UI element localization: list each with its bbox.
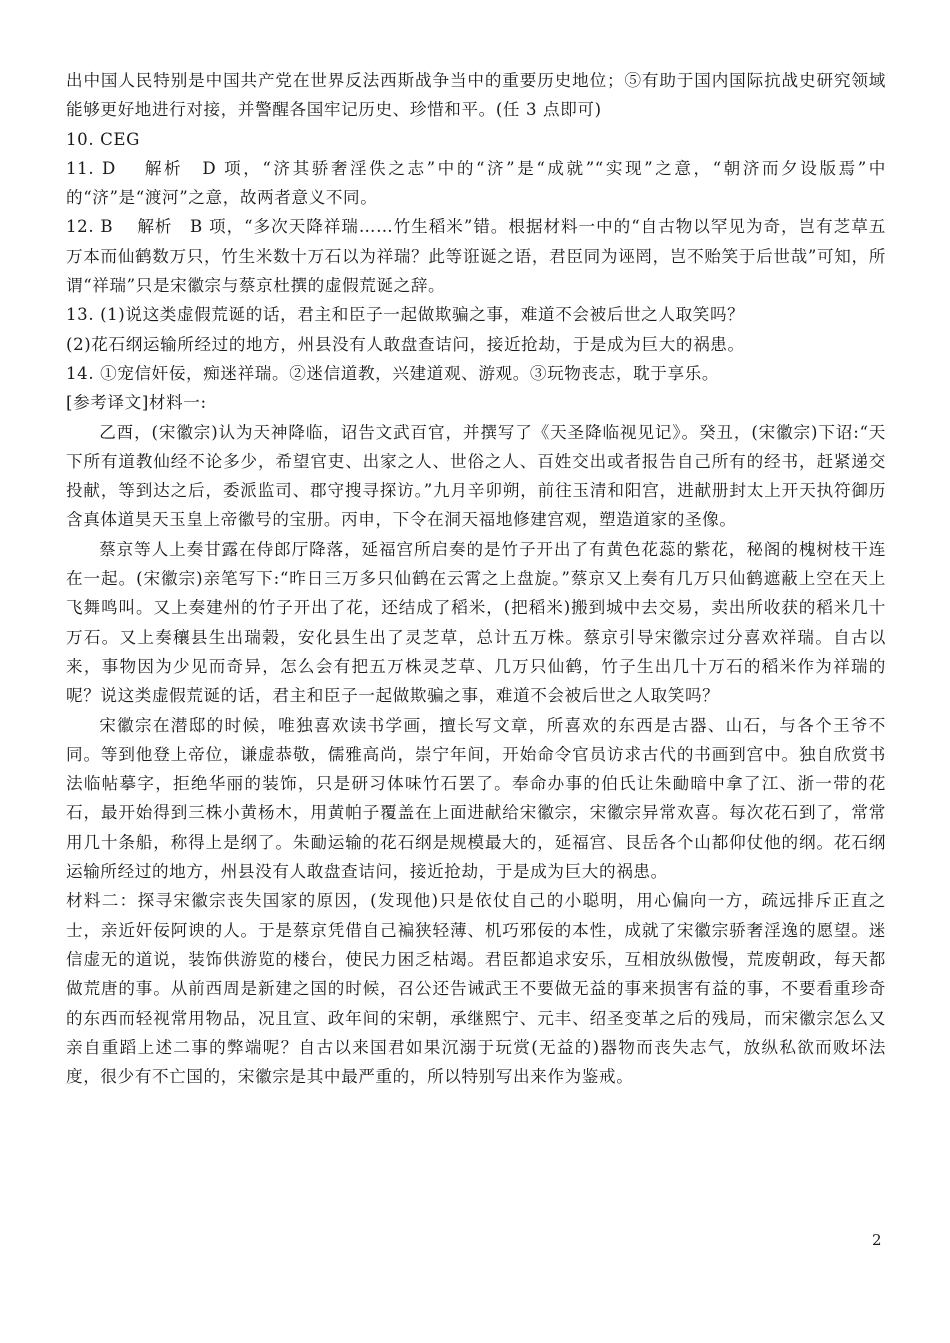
answer-10: 10. CEG — [66, 129, 140, 149]
translation-paragraph-2: 蔡京等人上奏甘露在侍郎厅降落，延福宫所启奏的是竹子开出了有黄色花蕊的紫花，秘阁的槐树枝干连在一起。(宋徽宗)亲笔写下:“昨日三万多只仙鹤在云霄之上盘旋。”蔡京又上奏有几万只仙鹤遮蔽上空在天上飞舞鸣叫。又上奏建州的竹子开出了花，还结成了稻米，(把稻米)搬到城中去交易，卖出所收获的稻米几十万石。又上奏穰县生出瑞榖，安化县生出了灵芝草，总计五万株。蔡京引导宋徽宗过分喜欢祥瑞。自古以来，事物因为少见而奇异，怎么会有把五万株灵芝草、几万只仙鹤，竹子生出几十万石的稻米作为祥瑞的呢？说这类虚假荒诞的话，君主和臣子一起做欺骗之事，难道不会被后世之人取笑吗？ — [66, 539, 886, 706]
answer-continuation: 出中国人民特别是中国共产党在世界反法西斯战争当中的重要历史地位；⑤有助于国内国际抗战史研究领域能够更好地进行对接，并警醒各国牢记历史、珍惜和平。(任 3 点即可) — [66, 71, 886, 120]
page-number: 2 — [872, 1231, 882, 1249]
translation-paragraph-1: 乙酉，(宋徽宗)认为天神降临，诏告文武百官，并撰写了《天圣降临视见记》。癸丑，(宋徽宗)下诏:“天下所有道教仙经不论多少，希望官吏、出家之人、世俗之人、百姓交出或者报告自己所有的经书，赶紧递交投献，等到达之后，委派监司、郡守搜寻探访。”九月辛卯朔，前往玉清和阳宫，进献册封太上开天执符御历含真体道昊天玉皇上帝徽号的宝册。丙申，下令在洞天福地修建宫观，塑造道家的圣像。 — [66, 422, 886, 530]
answer-text-body — [66, 66, 886, 1091]
answer-14: 14. ①宠信奸佞，痴迷祥瑞。②迷信道教，兴建道观、游观。③玩物丧志，耽于享乐。 — [66, 363, 720, 383]
answer-12: 12. B 解析 B 项，“多次天降祥瑞……竹生稻米”错。根据材料一中的“自古物以罕见为奇，岂有芝草五万本而仙鹤数万只，竹生米数十万石以为祥瑞？此等诳诞之语，君臣同为诬罔，岂不贻笑于后世哉”可知，所谓“祥瑞”只是宋徽宗与蔡京杜撰的虚假荒诞之辞。 — [66, 217, 886, 296]
translation-heading: [参考译文]材料一: — [66, 393, 207, 413]
answer-13-part1: 13. (1)说这类虚假荒诞的话，君主和臣子一起做欺骗之事，难道不会被后世之人取笑吗？ — [66, 305, 745, 325]
translation-paragraph-3: 宋徽宗在潜邸的时候，唯独喜欢读书学画，擅长写文章，所喜欢的东西是古器、山石，与各个王爷不同。等到他登上帝位，谦虚恭敬，儒雅高尚，崇宁年间，开始命令官员访求古代的书画到宫中。独自欣赏书法临帖摹字，拒绝华丽的装饰，只是研习体味竹石罢了。奉命办事的伯氏让朱勔暗中拿了江、浙一带的花石，最开始得到三株小黄杨木，用黄帕子覆盖在上面进献给宋徽宗，宋徽宗异常欢喜。每次花石到了，常常用几十条船，称得上是纲了。朱勔运输的花石纲是规模最大的，延福宫、艮岳各个山都仰仗他的纲。花石纲运输所经过的地方，州县没有人敢盘查诘问，接近抢劫，于是成为巨大的祸患。 — [66, 715, 886, 882]
translation-material-2: 材料二：探寻宋徽宗丧失国家的原因，(发现他)只是依仗自己的小聪明，用心偏向一方，疏远排斥正直之士，亲近奸佞阿谀的人。于是蔡京凭借自己褊狭轻薄、机巧邪佞的本性，成就了宋徽宗骄奢淫逸的愿望。迷信虚无的道说，装饰供游览的楼台，使民力困乏枯竭。君臣都追求安乐，互相放纵傲慢，荒废朝政，每天都做荒唐的事。从前西周是新建之国的时候，召公还告诫武王不要做无益的事来损害有益的事，不要看重珍奇的东西而轻视常用物品，况且宣、政年间的宋朝，承继熙宁、元丰、绍圣变革之后的残局，而宋徽宗怎么又亲自重蹈上述二事的弊端呢？自古以来国君如果沉溺于玩赏(无益的)器物而丧失志气，放纵私欲而败坏法度，很少有不亡国的，宋徽宗是其中最严重的，所以特别写出来作为鉴戒。 — [66, 891, 886, 1087]
answer-13-part2: (2)花石纲运输所经过的地方，州县没有人敢盘查诘问，接近抢劫，于是成为巨大的祸患。 — [66, 334, 745, 354]
answer-11: 11. D 解析 D 项，“济其骄奢淫佚之志”中的“济”是“成就”“实现”之意，“朝济而夕设版焉”中的“济”是“渡河”之意，故两者意义不同。 — [66, 158, 886, 208]
